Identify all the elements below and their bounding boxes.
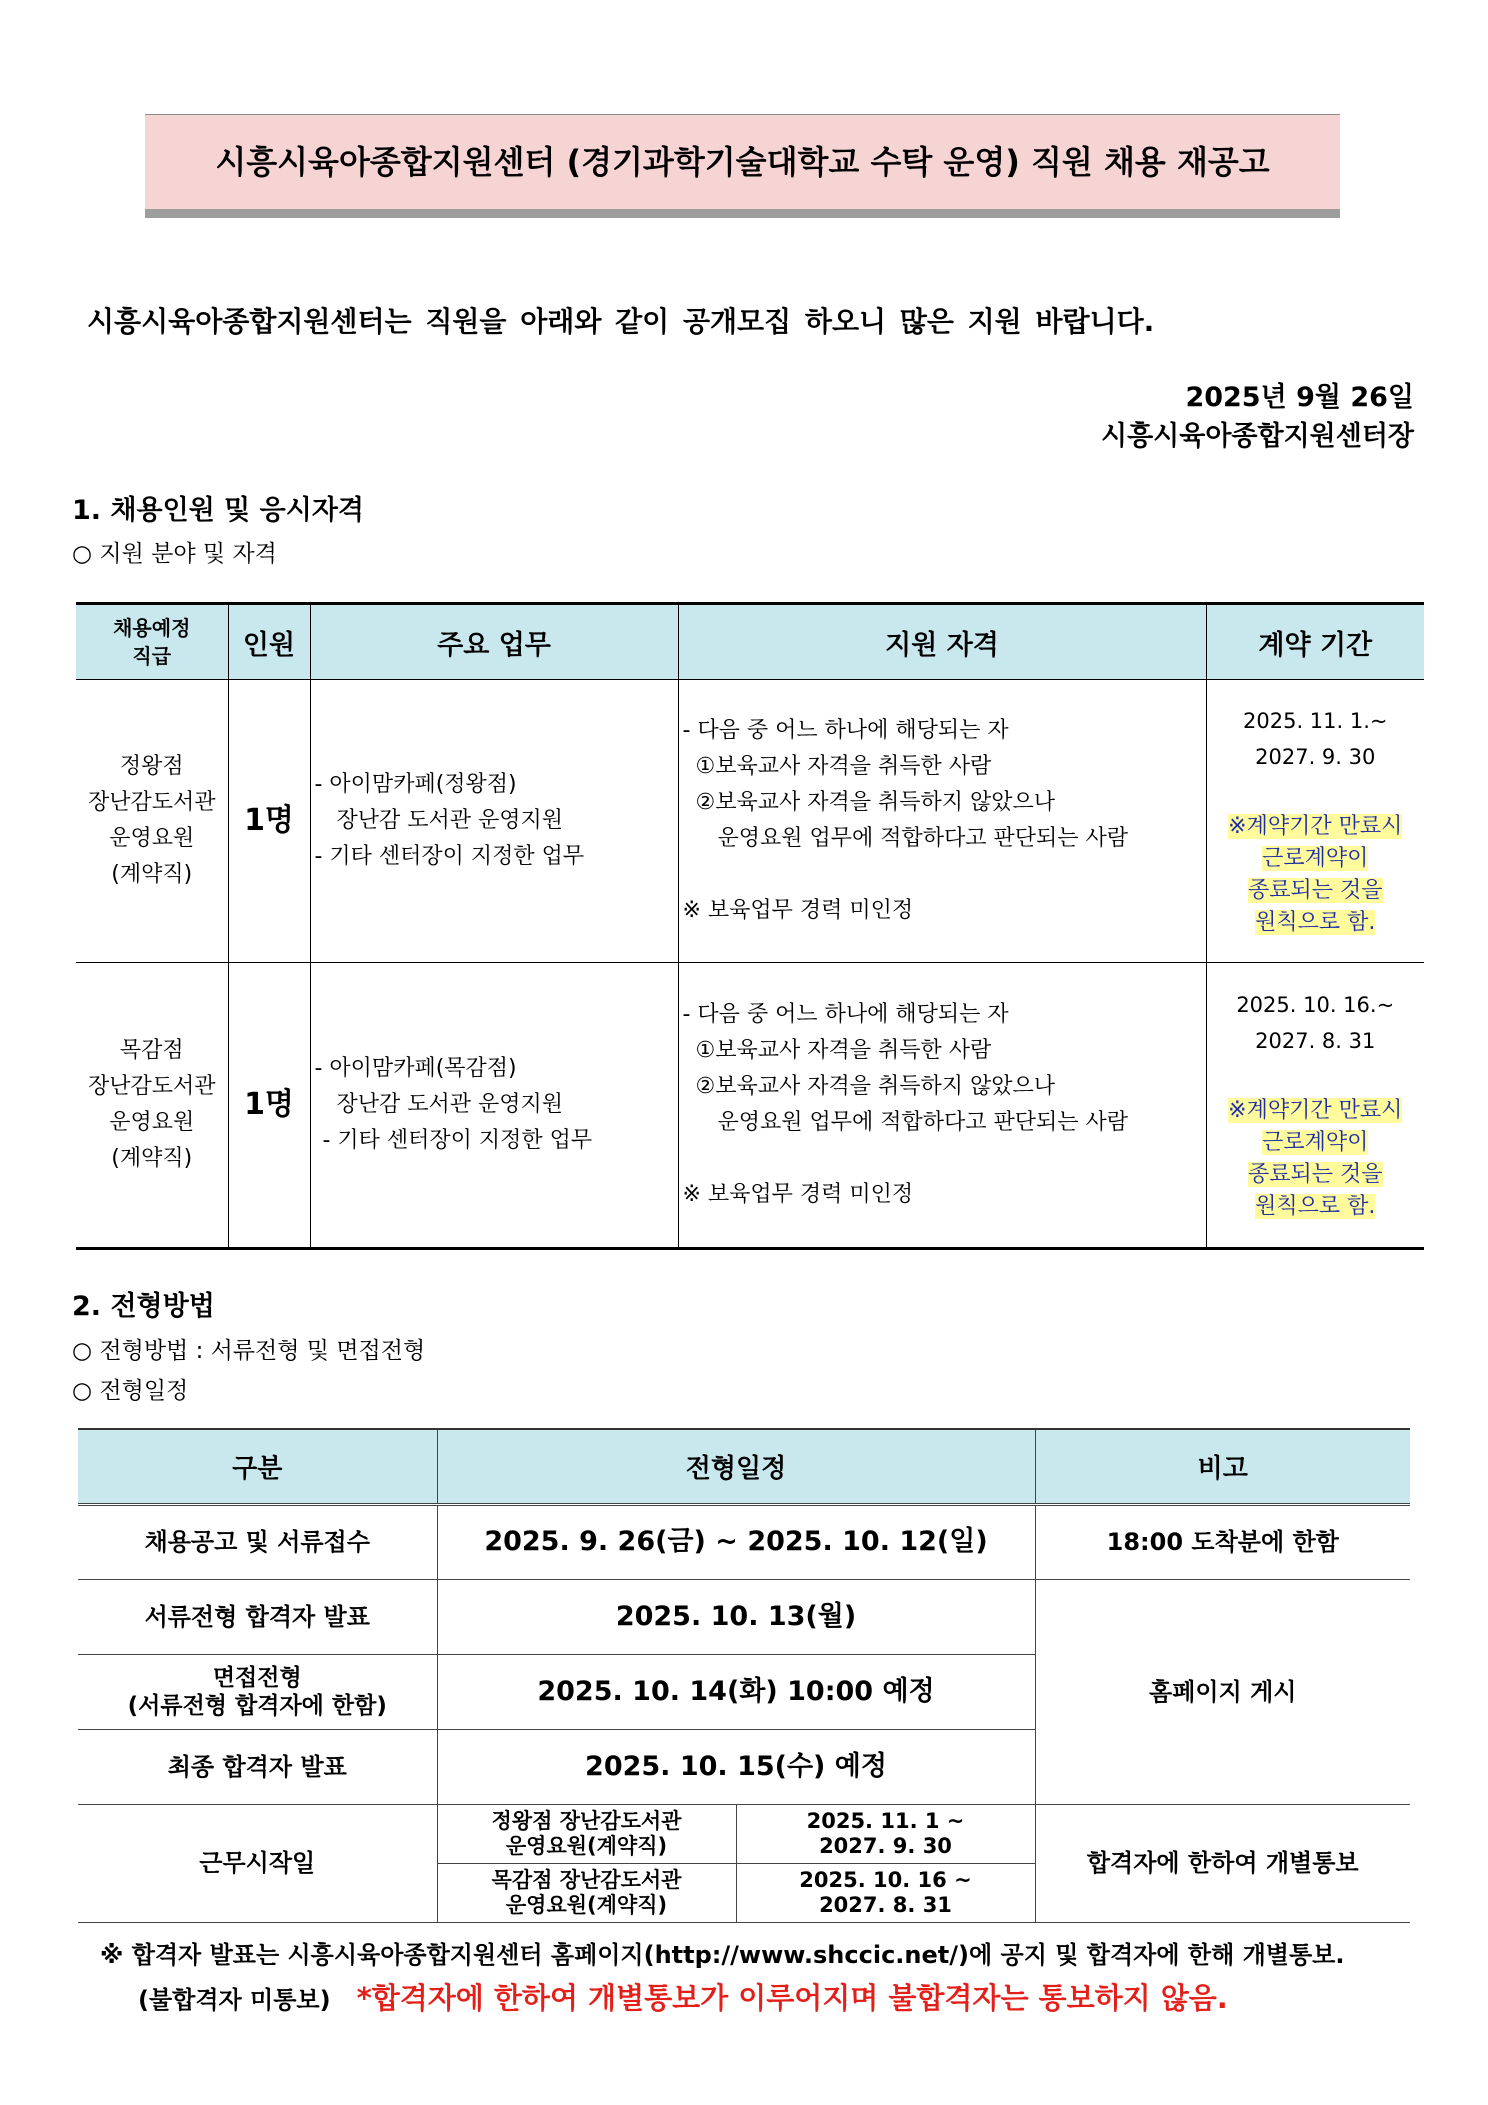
- start-period-cell: 2025. 10. 16 ~ 2027. 8. 31: [736, 1863, 1035, 1922]
- section1-subheading: ○ 지원 분야 및 자격: [72, 541, 277, 567]
- schedule-label: ○ 전형일정: [72, 1378, 189, 1404]
- contract-note: [1207, 811, 1425, 939]
- recruitment-header-row: [76, 604, 1424, 680]
- table-row: [78, 1579, 1410, 1654]
- position-cell: 목감점 장난감도서관 운영요원 (계약직): [76, 963, 228, 1249]
- remarks-cell: 18:00 도착분에 한함: [1035, 1504, 1410, 1579]
- schedule-cell: 2025. 10. 15(수) 예정: [437, 1729, 1035, 1804]
- start-position-cell: 목감점 장난감도서관 운영요원(계약직): [437, 1863, 736, 1922]
- category-cell: 최종 합격자 발표: [78, 1729, 437, 1804]
- remarks-cell: 홈페이지 게시: [1035, 1579, 1410, 1804]
- contract-start: 2025. 10. 16.~: [1236, 993, 1395, 1017]
- qualification-line: - 다음 중 어느 하나에 해당되는 자: [682, 718, 1009, 743]
- qualification-line: ②보육교사 자격을 취득하지 않았으나: [695, 790, 1055, 815]
- contract-note-text: ※계약기간 만료시 근로계약이 종료되는 것을 원칙으로 함.: [1228, 814, 1403, 935]
- start-position-cell: 정왕점 장난감도서관 운영요원(계약직): [437, 1804, 736, 1863]
- table-row: [78, 1504, 1410, 1579]
- contract-note-text: ※계약기간 만료시 근로계약이 종료되는 것을 원칙으로 함.: [1228, 1098, 1403, 1219]
- contract-period-cell: [1206, 963, 1424, 1249]
- schedule-table: [78, 1428, 1410, 1923]
- schedule-cell: 2025. 10. 13(월): [437, 1579, 1035, 1654]
- intro-text: 시흥시육아종합지원센터는 직원을 아래와 같이 공개모집 하오니 많은 지원 바랍니다.: [87, 305, 1155, 338]
- announcement-notice: ※ 합격자 발표는 시흥시육아종합지원센터 홈페이지(http://www.shccic.net/)에 공지 및 합격자에 한해 개별통보.: [100, 1941, 1345, 1969]
- schedule-cell: 2025. 9. 26(금) ~ 2025. 10. 12(일): [437, 1504, 1035, 1579]
- qualification-line: 운영요원 업무에 적합하다고 판단되는 사람: [717, 826, 1129, 851]
- contract-period-cell: [1206, 680, 1424, 963]
- selection-method: ○ 전형방법 : 서류전형 및 면접전형: [72, 1338, 426, 1364]
- qualifications-cell: [678, 963, 1206, 1249]
- position-cell: 정왕점 장난감도서관 운영요원 (계약직): [76, 680, 228, 963]
- header-qualifications: 지원 자격: [678, 604, 1206, 680]
- qualification-line: - 다음 중 어느 하나에 해당되는 자: [682, 1002, 1009, 1027]
- duty-line: - 아이맘카페(목감점): [314, 1056, 517, 1081]
- header-headcount: 인원: [228, 604, 310, 680]
- section1-heading: 1. 채용인원 및 응시자격: [72, 495, 364, 526]
- qualification-note: ※ 보육업무 경력 미인정: [682, 898, 914, 923]
- start-period-cell: 2025. 11. 1 ~ 2027. 9. 30: [736, 1804, 1035, 1863]
- document-title: 시흥시육아종합지원센터 (경기과학기술대학교 수탁 운영) 직원 채용 재공고: [145, 114, 1340, 218]
- headcount-cell: 1명: [228, 963, 310, 1249]
- contract-note: [1207, 1095, 1425, 1223]
- recruitment-table: [76, 602, 1424, 1250]
- header-position: 채용예정 직급: [76, 604, 228, 680]
- table-row: [76, 963, 1424, 1249]
- qualification-line: ①보육교사 자격을 취득한 사람: [695, 754, 992, 779]
- category-cell: 서류전형 합격자 발표: [78, 1579, 437, 1654]
- duty-line: - 기타 센터장이 지정한 업무: [314, 844, 585, 869]
- qualification-line: ①보육교사 자격을 취득한 사람: [695, 1038, 992, 1063]
- category-cell: 면접전형 (서류전형 합격자에 한함): [78, 1654, 437, 1729]
- headcount-cell: 1명: [228, 680, 310, 963]
- table-row: [76, 680, 1424, 963]
- header-remarks: 비고: [1035, 1429, 1410, 1504]
- duty-line: - 아이맘카페(정왕점): [314, 772, 517, 797]
- duty-line: 장난감 도서관 운영지원: [336, 1092, 564, 1117]
- schedule-header-row: [78, 1429, 1410, 1504]
- no-notice-text: (불합격자 미통보): [138, 1986, 331, 2014]
- contract-start: 2025. 11. 1.~: [1243, 709, 1388, 733]
- remarks-cell: 합격자에 한하여 개별통보: [1035, 1804, 1410, 1922]
- duty-line: - 기타 센터장이 지정한 업무: [322, 1128, 593, 1153]
- duties-cell: [310, 680, 678, 963]
- section2-heading: 2. 전형방법: [72, 1291, 215, 1322]
- header-contract-period: 계약 기간: [1206, 604, 1424, 680]
- category-cell: 채용공고 및 서류접수: [78, 1504, 437, 1579]
- header-schedule: 전형일정: [437, 1429, 1035, 1504]
- duties-cell: [310, 963, 678, 1249]
- issuer-name: 시흥시육아종합지원센터장: [1101, 421, 1414, 452]
- notification-policy: [138, 1977, 1228, 2024]
- duty-line: 장난감 도서관 운영지원: [336, 808, 564, 833]
- header-duties: 주요 업무: [310, 604, 678, 680]
- contract-end: 2027. 9. 30: [1255, 745, 1376, 769]
- qualification-line: 운영요원 업무에 적합하다고 판단되는 사람: [717, 1110, 1129, 1135]
- qualification-note: ※ 보육업무 경력 미인정: [682, 1182, 914, 1207]
- table-row: [78, 1804, 1410, 1863]
- category-cell: 근무시작일: [78, 1804, 437, 1922]
- header-category: 구분: [78, 1429, 437, 1504]
- qualification-line: ②보육교사 자격을 취득하지 않았으나: [695, 1074, 1055, 1099]
- contract-end: 2027. 8. 31: [1255, 1029, 1376, 1053]
- publication-date: 2025년 9월 26일: [1185, 382, 1414, 413]
- qualifications-cell: [678, 680, 1206, 963]
- schedule-cell: 2025. 10. 14(화) 10:00 예정: [437, 1654, 1035, 1729]
- emphasis-text: *합격자에 한하여 개별통보가 이루어지며 불합격자는 통보하지 않음.: [356, 1981, 1228, 2015]
